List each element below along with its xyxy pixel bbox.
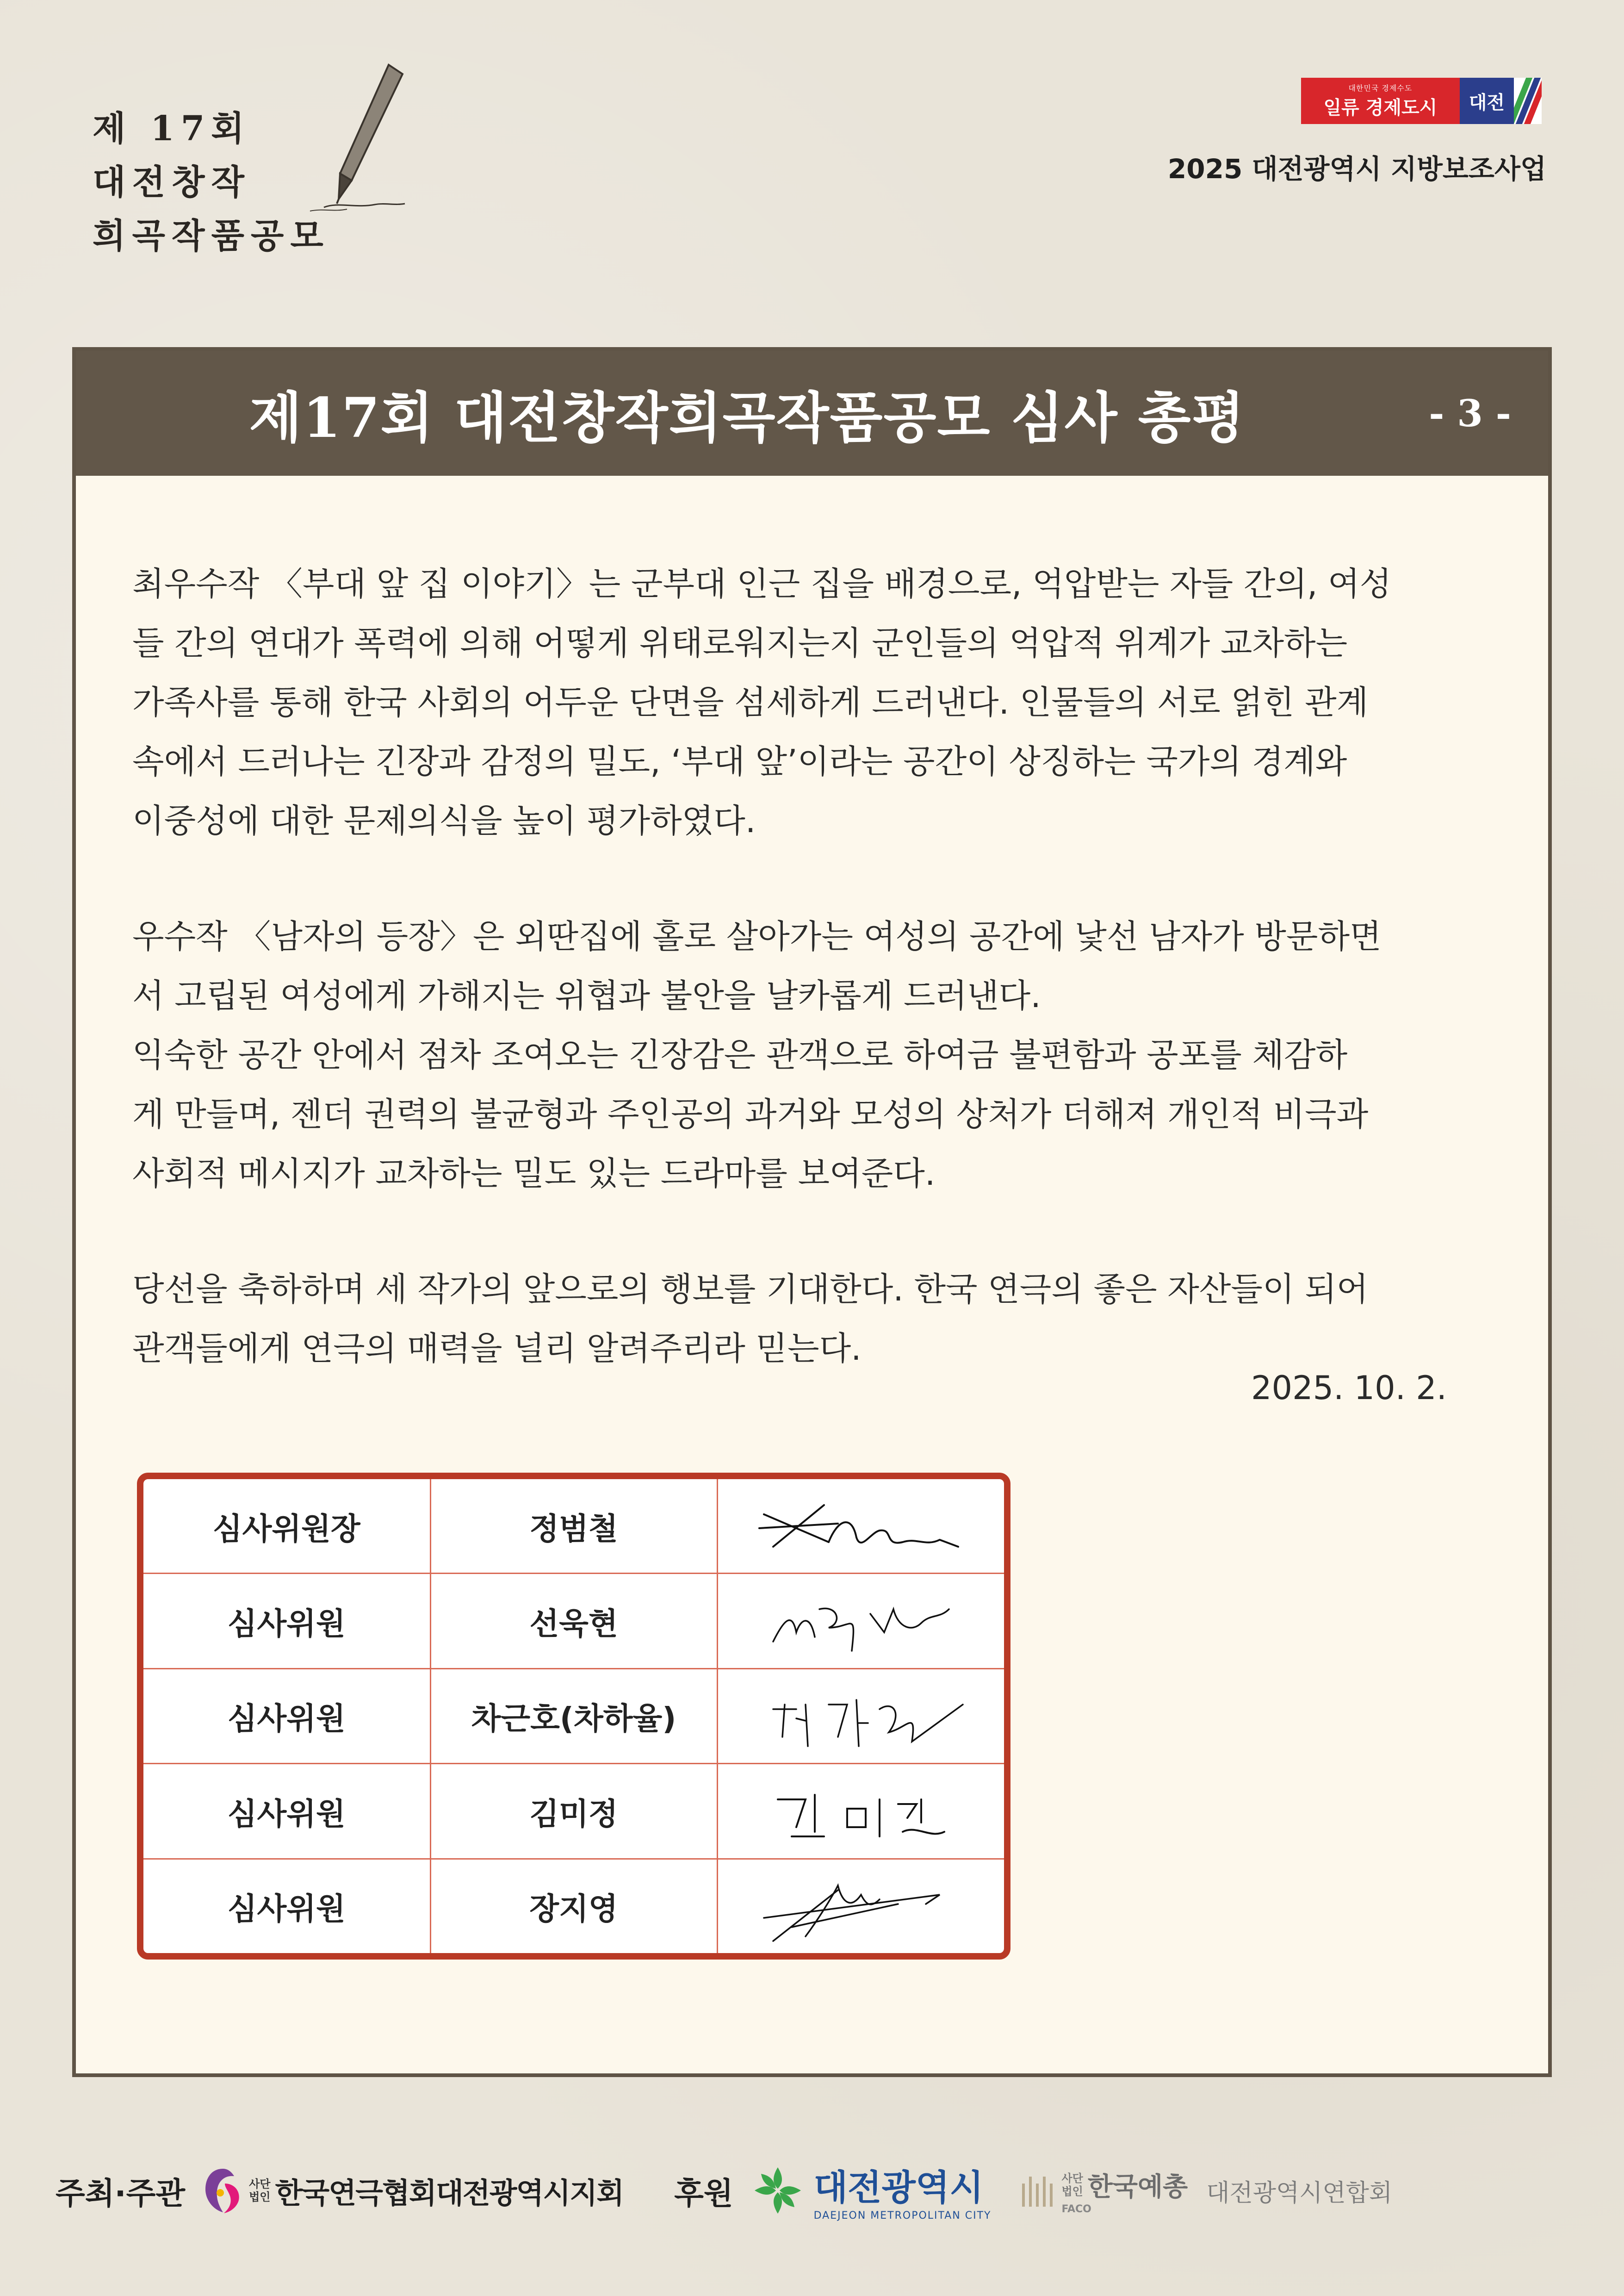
signature-cell — [717, 1668, 1004, 1764]
judge-role: 심사위원 — [143, 1764, 430, 1859]
badge-stripes-icon — [1514, 78, 1542, 124]
host-organization — [202, 2165, 623, 2216]
judges-table — [137, 1473, 1010, 1960]
logo-line-3: 희곡작품공모 — [93, 216, 330, 256]
logo-line-2: 대전창작 — [93, 162, 251, 202]
paragraph-best-work: 최우수작 〈부대 앞 집 이야기〉는 군부대 인근 집을 배경으로, 억압받는 자들 간의, 여성 들 간의 연대가 폭력에 의해 어떻게 위태로워지는지 군인들의 억압적 위계가 교차하는 가족사를 통해 한국 사회의 어두운 단면을 섬세하게 드러낸다. 인물들의 서로 얽힌 관계 속에서 드러나는 긴장과 감정의 밀도, ‘부대 앞’이라는 공간이 상징하는 국가의 경계와 이중성에 대한 문제의식을 높이 평가하였다. — [132, 565, 1392, 840]
judge-name: 장지영 — [430, 1859, 717, 1953]
host-label: 주최·주관 — [56, 2175, 186, 2211]
daejeon-slogan-badge — [1301, 78, 1542, 124]
signature-cell — [717, 1479, 1004, 1574]
table-row — [143, 1764, 1004, 1859]
badge-main-text: 일류 경제도시 — [1323, 97, 1438, 118]
table-row — [143, 1668, 1004, 1764]
faco-logo-icon — [1019, 2170, 1056, 2211]
badge-city: 대전 — [1460, 78, 1514, 124]
logo-line-1: 제 17회 — [93, 109, 251, 149]
paragraph-excellent-work-cont: 익숙한 공간 안에서 점차 조여오는 긴장감은 관객으로 하여금 불편함과 공포를 체감하 게 만들며, 젠더 권력의 불균형과 주인공의 과거와 모성의 상처가 더해져 개인적 비극과 사회적 메시지가 교차하는 밀도 있는 드라마를 보여준다. — [132, 1036, 1369, 1193]
review-body — [132, 554, 1502, 1378]
signature-image — [745, 1677, 977, 1755]
signature-image — [745, 1487, 977, 1565]
sponsor-label: 후원 — [674, 2175, 733, 2211]
footer-organizers — [56, 2160, 1555, 2221]
panel-header — [76, 351, 1548, 476]
paragraph-excellent-work: 우수작 〈남자의 등장〉은 외딴집에 홀로 살아가는 여성의 공간에 낯선 남자가 방문하면 서 고립된 여성에게 가해지는 위협과 불안을 날카롭게 드러낸다. — [132, 917, 1382, 1015]
signature-image — [745, 1581, 977, 1660]
judge-role: 심사위원 — [143, 1668, 430, 1764]
theatre-association-logo-icon — [202, 2165, 244, 2216]
signature-cell — [717, 1574, 1004, 1669]
faco-english: FACO — [1061, 2203, 1091, 2215]
review-panel — [72, 347, 1552, 2077]
table-row — [143, 1859, 1004, 1953]
badge-slogan — [1301, 78, 1460, 124]
review-title: 제17회 대전창작희곡작품공모 심사 총평 — [249, 386, 1246, 450]
signature-image — [745, 1772, 977, 1850]
sponsor-city-english: DAEJEON METROPOLITAN CITY — [813, 2210, 992, 2221]
paragraph-closing: 당선을 축하하며 세 작가의 앞으로의 행보를 기대한다. 한국 연극의 좋은 자산들이 되어 관객들에게 연극의 매력을 널리 알려주리라 믿는다. — [132, 1270, 1369, 1368]
table-row — [143, 1479, 1004, 1574]
faco-association: 대전광역시연합회 — [1206, 2179, 1393, 2207]
judge-name: 차근호(차하율) — [430, 1668, 717, 1764]
review-date: 2025. 10. 2. — [1251, 1369, 1447, 1407]
contest-logo — [93, 102, 330, 263]
judge-role: 심사위원 — [143, 1574, 430, 1669]
sponsor-city-name: 대전광역시 — [813, 2167, 984, 2208]
judge-name: 김미정 — [430, 1764, 717, 1859]
sponsor-faco — [1019, 2166, 1392, 2215]
judge-name: 정범철 — [430, 1479, 717, 1574]
fountain-pen-icon — [296, 60, 407, 213]
judge-name: 선욱현 — [430, 1574, 717, 1669]
sponsor-daejeon-city — [750, 2159, 992, 2221]
project-title: 2025 대전광역시 지방보조사업 — [1167, 153, 1546, 185]
badge-small-text: 대한민국 경제수도 — [1348, 84, 1413, 93]
table-row — [143, 1574, 1004, 1669]
page-number: - 3 - — [1429, 392, 1511, 435]
signature-image — [745, 1867, 977, 1946]
signature-cell — [717, 1859, 1004, 1953]
daejeon-city-logo-icon — [750, 2163, 806, 2218]
host-name: 한국연극협회대전광역시지회 — [275, 2176, 624, 2210]
faco-name: 한국예총 — [1087, 2172, 1188, 2202]
judge-role: 심사위원장 — [143, 1479, 430, 1574]
faco-prefix: 사단 법인 — [1061, 2172, 1083, 2198]
judge-role: 심사위원 — [143, 1859, 430, 1953]
host-prefix: 사단 법인 — [249, 2178, 271, 2203]
signature-cell — [717, 1764, 1004, 1859]
